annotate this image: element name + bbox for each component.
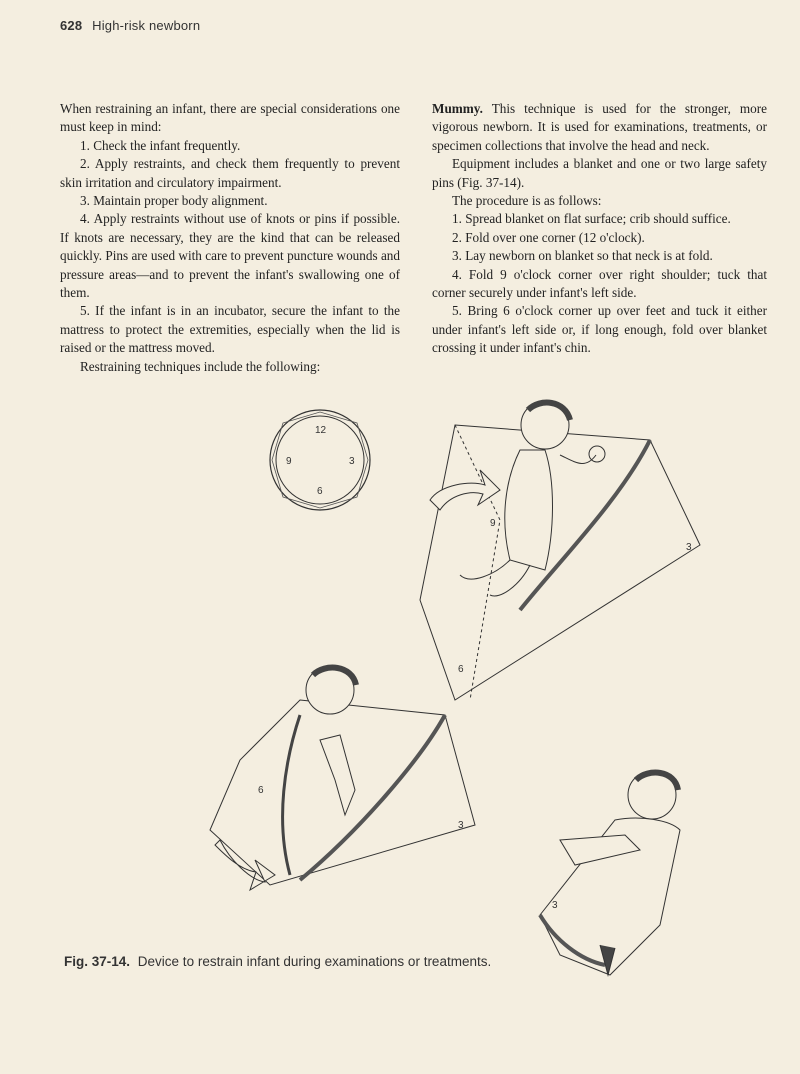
mummy-paragraph: [432, 100, 767, 155]
panel1-label-6: 6: [458, 664, 464, 675]
equipment-paragraph: Equipment includes a blanket and one or two large safety pins (Fig. 37-14).: [432, 156, 767, 190]
mummy-lead-text: This technique is used for the stronger, more vigorous newborn. It is used for examinations, treatments, or specimen collections that involve the head and neck.: [432, 101, 768, 153]
figure-label: Fig. 37-14.: [64, 954, 131, 969]
mummy-lead-term: Mummy.: [432, 101, 483, 116]
procedure-step-1: 1. Spread blanket on flat surface; crib should suffice.: [452, 211, 731, 227]
procedure-intro: The procedure is as follows:: [452, 193, 602, 209]
panel1-label-3: 3: [686, 542, 692, 553]
clock-label-12: 12: [315, 425, 327, 436]
mummy-restraint-figure: [0, 380, 800, 1000]
procedure-step-4: 4. Fold 9 o'clock corner over right shoulder; tuck that corner securely under infant's left side.: [432, 266, 767, 301]
clock-label-9: 9: [286, 456, 292, 467]
clock-label-6: 6: [317, 486, 323, 497]
clock-diagram: [270, 410, 370, 510]
consideration-item-2: 2. Apply restraints, and check them frequently to prevent skin irritation and circulatory impairment.: [60, 156, 400, 190]
right-column: [432, 100, 767, 358]
figure-caption: [64, 954, 491, 969]
panel2-label-3: 3: [458, 820, 464, 831]
procedure-step-5: 5. Bring 6 o'clock corner up over feet and tuck it either under infant's left side or, if long enough, fold over blanket crossing it under infant's chin.: [432, 303, 767, 356]
consideration-item-1: 1. Check the infant frequently.: [80, 137, 241, 153]
running-title: High-risk newborn: [92, 18, 201, 33]
figure-caption-text: Device to restrain infant during examinations or treatments.: [137, 954, 492, 969]
panel2-label-6: 6: [258, 785, 264, 796]
panel3-label-3: 3: [552, 900, 558, 911]
page-number: 628: [60, 18, 83, 33]
procedure-step-2: 2. Fold over one corner (12 o'clock).: [452, 229, 645, 245]
running-head: [60, 18, 200, 33]
consideration-item-3: 3. Maintain proper body alignment.: [80, 193, 268, 209]
panel-3-fully-wrapped: [540, 771, 680, 975]
consideration-item-5: 5. If the infant is in an incubator, secure the infant to the mattress to protect the extremities, especially when the lid is raised or the mattress moved.: [60, 303, 400, 356]
panel-1-infant-on-blanket: [420, 401, 700, 700]
procedure-step-3: 3. Lay newborn on blanket so that neck is at fold.: [452, 248, 713, 264]
consideration-item-4: 4. Apply restraints without use of knots or pins if possible. If knots are necessary, they are the kind that can be released quickly. Pins are used with care to prevent puncture wounds and pressure areas—and to prevent the infant's swallowing one of them.: [60, 211, 400, 301]
left-column: [60, 100, 400, 376]
intro-paragraph: When restraining an infant, there are special considerations one must keep in mind:: [60, 101, 400, 135]
closing-paragraph: Restraining techniques include the following:: [80, 358, 321, 374]
panel-2-partially-wrapped: [210, 666, 475, 890]
clock-label-3: 3: [349, 456, 355, 467]
panel1-label-9: 9: [490, 518, 496, 529]
